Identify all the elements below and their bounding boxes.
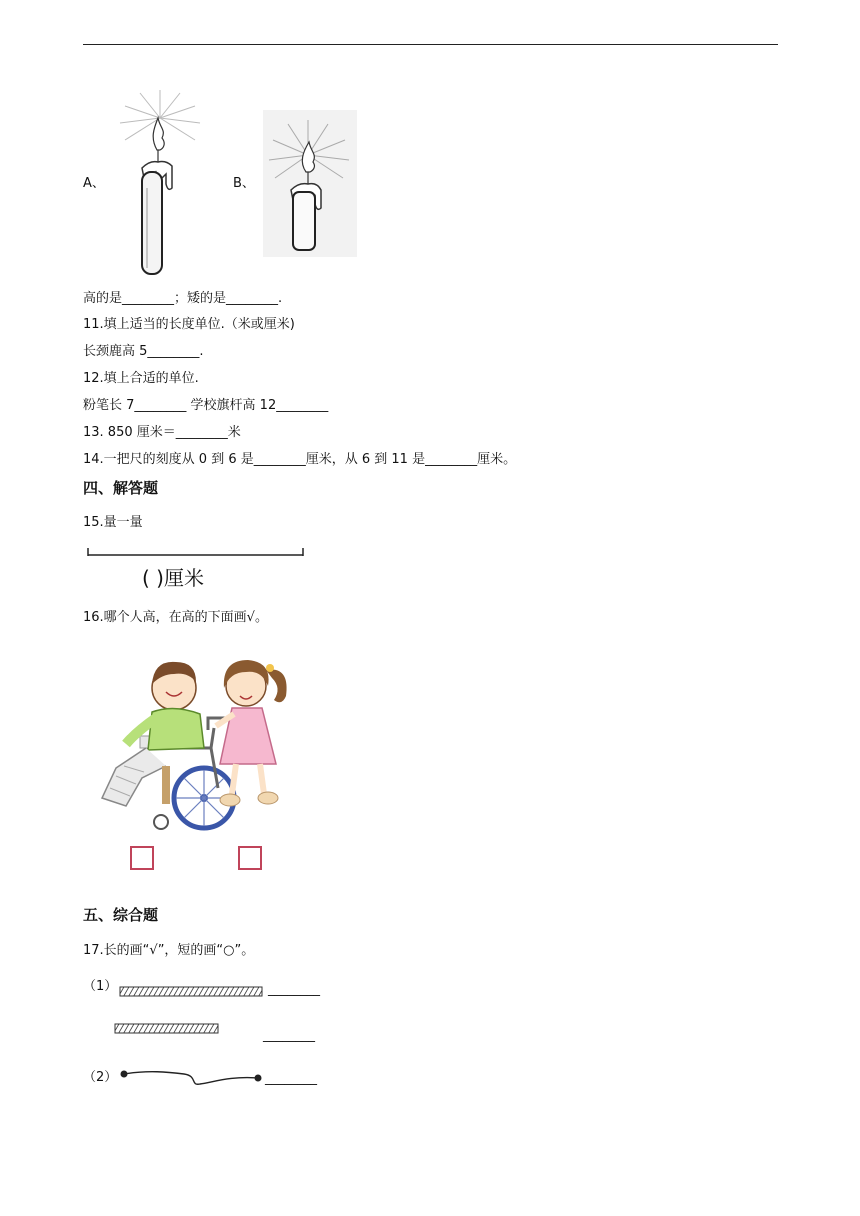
q17-part2-label: （2） (83, 1070, 118, 1085)
option-a-label: A、 (83, 176, 105, 191)
children-wheelchair-image (96, 648, 306, 838)
q12-title: 12.填上合适的单位. (83, 371, 199, 386)
header-rule (83, 44, 778, 45)
q17-part1-label: （1） (83, 979, 118, 994)
q14-line: 14.一把尺的刻度从 0 到 6 是________厘米，从 6 到 11 是________厘米。 (83, 452, 517, 467)
q13-line: 13. 850 厘米＝________米 (83, 425, 241, 440)
q10-prompt: 高的是________；矮的是________. (83, 291, 283, 306)
measure-line-segment (86, 546, 306, 558)
q11-title: 11.填上适当的长度单位.（米或厘米) (83, 317, 295, 332)
boy-checkbox[interactable] (130, 846, 154, 870)
girl-checkbox[interactable] (238, 846, 262, 870)
long-striped-bar (119, 986, 263, 998)
q12-line: 粉笔长 7________ 学校旗杆高 12________ (83, 398, 329, 413)
section-4-heading: 四、解答题 (83, 479, 159, 497)
q17-part2-blank[interactable]: ________ (265, 1071, 317, 1086)
tall-candle-image (110, 88, 210, 278)
short-striped-bar (114, 1023, 220, 1035)
wavy-string-line (118, 1064, 266, 1090)
q17-part1-blank-1[interactable]: ________ (268, 982, 320, 997)
q16-title: 16.哪个人高，在高的下面画√。 (83, 610, 268, 625)
q15-title: 15.量一量 (83, 515, 143, 530)
q17-part1-blank-2[interactable]: ________ (263, 1028, 315, 1043)
section-5-heading: 五、综合题 (83, 906, 159, 924)
option-b-label: B、 (233, 176, 255, 191)
q11-line: 长颈鹿高 5________. (83, 344, 204, 359)
q15-answer-label: ( )厘米 (142, 566, 204, 590)
short-candle-image (263, 110, 357, 257)
q17-title: 17.长的画“√”，短的画“○”。 (83, 943, 255, 958)
